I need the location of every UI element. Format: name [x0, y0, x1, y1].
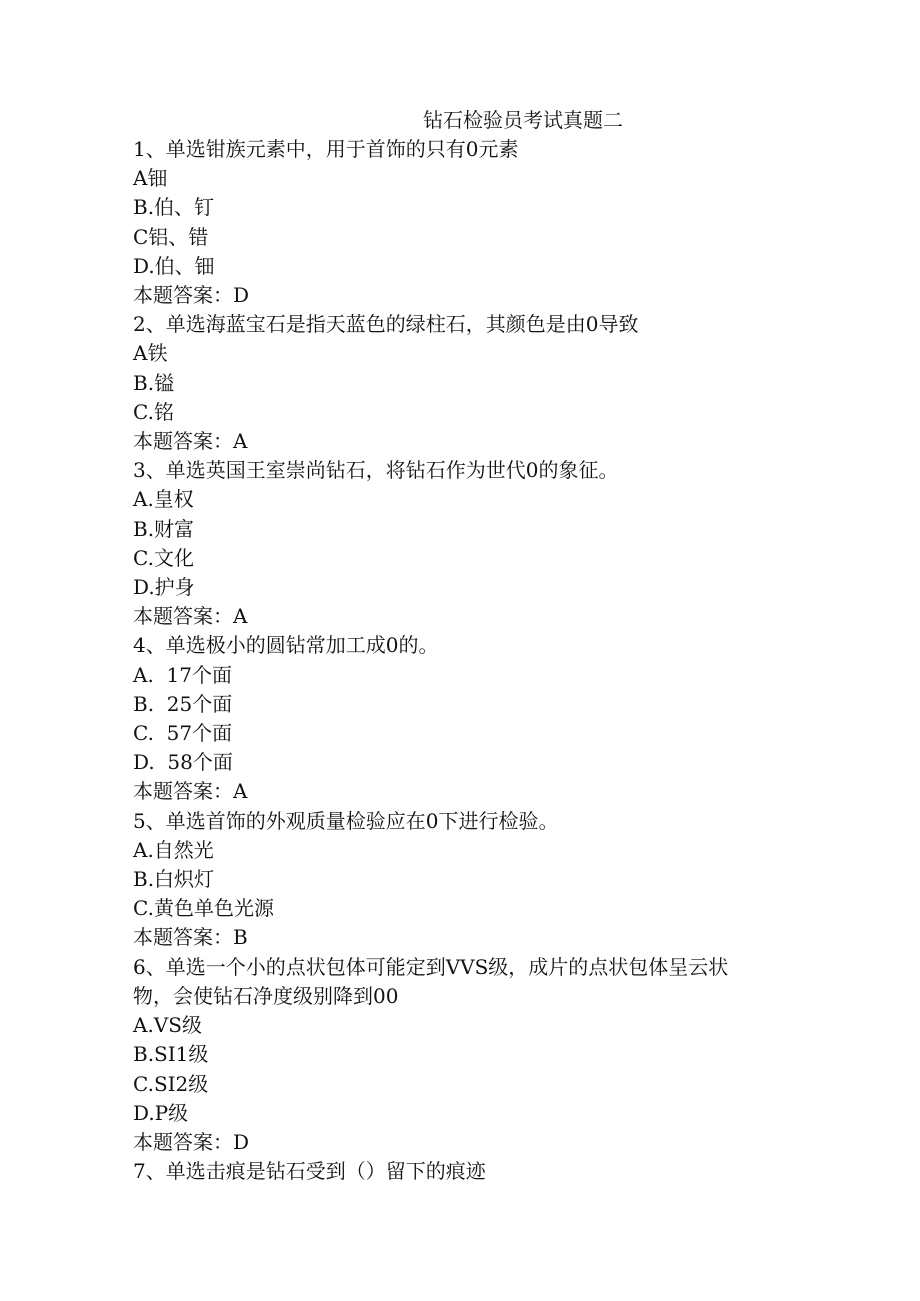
document-title: 钻石检验员考试真题二 [423, 108, 623, 132]
option-b: B.财富 [133, 516, 195, 541]
option-c: C铝、错 [133, 224, 209, 249]
option-a: A铁 [133, 341, 168, 366]
option-a: A.自然光 [133, 837, 214, 862]
question-4 [133, 631, 793, 806]
option-c: C.文化 [133, 545, 194, 570]
answer-line: 本题答案：A [133, 604, 248, 629]
answer-line: 本题答案：B [133, 925, 248, 950]
answer-line: 本题答案：D [133, 1129, 250, 1154]
question-stem: 6、单选一个小的点状包体可能定到VVS级，成片的点状包体呈云状 [133, 954, 729, 979]
option-c: C. 57个面 [133, 721, 233, 746]
option-a: A钿 [133, 166, 168, 191]
question-2 [133, 310, 793, 456]
question-stem: 3、单选英国王室崇尚钻石，将钻石作为世代0的象征。 [133, 458, 619, 483]
answer-line: 本题答案：A [133, 429, 248, 454]
option-c: C.SI2级 [133, 1071, 209, 1096]
option-b: B.SI1级 [133, 1042, 209, 1067]
option-b: B.伯、钉 [133, 195, 215, 220]
option-b: B.白炽灯 [133, 867, 215, 892]
question-stem: 2、单选海蓝宝石是指天蓝色的绿柱石，其颜色是由0导致 [133, 312, 639, 337]
question-1 [133, 135, 793, 310]
option-a: A.VS级 [133, 1013, 202, 1038]
answer-line: 本题答案：D [133, 283, 250, 308]
option-c: C.铭 [133, 399, 174, 424]
question-6 [133, 953, 793, 1157]
option-d: D.护身 [133, 575, 195, 600]
option-d: D.伯、钿 [133, 253, 215, 278]
option-d: D. 58个面 [133, 750, 233, 775]
option-a: A. 17个面 [133, 662, 232, 687]
document-page [133, 106, 793, 1186]
option-b: B.镒 [133, 370, 175, 395]
question-stem: 5、单选首饰的外观质量检验应在0下进行检验。 [133, 808, 559, 833]
question-7 [133, 1157, 793, 1186]
question-stem: 4、单选极小的圆钻常加工成0的。 [133, 633, 439, 658]
question-5 [133, 807, 793, 953]
option-b: B. 25个面 [133, 691, 233, 716]
answer-line: 本题答案：A [133, 779, 248, 804]
option-d: D.P级 [133, 1100, 189, 1125]
question-stem-continued: 物，会使钻石净度级别降到00 [133, 983, 399, 1008]
option-c: C.黄色单色光源 [133, 896, 274, 921]
option-a: A.皇权 [133, 487, 194, 512]
question-stem: 7、单选击痕是钻石受到（）留下的痕迹 [133, 1159, 486, 1184]
question-3 [133, 456, 793, 631]
question-stem: 1、单选钳族元素中，用于首饰的只有0元素 [133, 137, 519, 161]
